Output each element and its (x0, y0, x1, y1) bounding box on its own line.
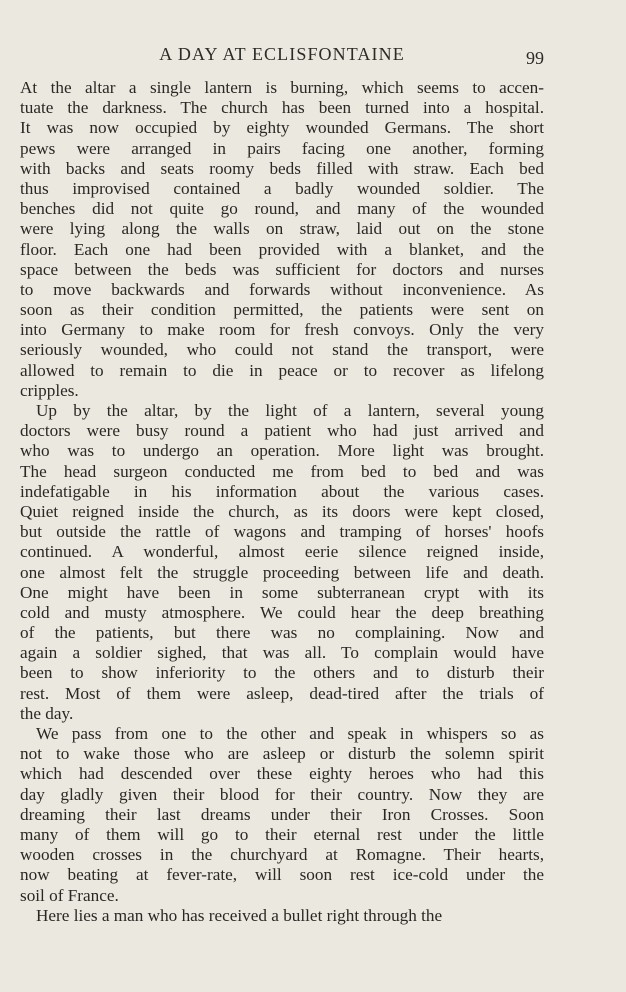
text-line: which had descended over these eighty heroes who had this (20, 764, 544, 784)
text-line: benches did not quite go round, and many of the wounded (20, 199, 544, 219)
text-line: indefatigable in his information about the various cases. (20, 481, 544, 501)
text-line: One might have been in some subterranean crypt with its (20, 582, 544, 602)
text-line: again a soldier sighed, that was all. To complain would have (20, 643, 544, 663)
text-line: day gladly given their blood for their country. Now they are (20, 784, 544, 804)
text-line: Here lies a man who has received a bullet right through the (36, 905, 443, 925)
text-line: into Germany to make room for fresh convoys. Only the very (20, 320, 544, 340)
paragraph (20, 78, 544, 401)
text-line: soon as their condition permitted, the patients were sent on (20, 300, 544, 320)
text-line: the day. (20, 703, 74, 723)
text-line: At the altar a single lantern is burning, which seems to accen- (20, 78, 544, 97)
text-line: of the patients, but there was no complaining. Now and (20, 623, 544, 643)
text-line: were lying along the walls on straw, laid out on the stone (20, 219, 544, 239)
text-line: cold and musty atmosphere. We could hear the deep breathing (20, 602, 544, 622)
paragraph (20, 724, 544, 906)
text-line: but outside the rattle of wagons and tramping of horses' hoofs (20, 522, 544, 542)
paragraph (20, 906, 544, 926)
text-line: thus improvised contained a badly wounded soldier. The (20, 178, 544, 198)
text-line: doctors were busy round a patient who had just arrived and (20, 421, 544, 441)
running-head (20, 44, 544, 70)
text-line: with backs and seats roomy beds filled with straw. Each bed (20, 158, 544, 178)
text-line: continued. A wonderful, almost eerie silence reigned inside, (20, 542, 544, 562)
paragraph (20, 401, 544, 724)
text-line: cripples. (20, 380, 79, 400)
text-line: who was to undergo an operation. More light was brought. (20, 441, 544, 461)
body-text (20, 78, 544, 926)
chapter-title: A DAY AT ECLISFONTAINE (159, 44, 405, 64)
text-line: allowed to remain to die in peace or to recover as lifelong (20, 360, 544, 380)
text-line: not to wake those who are asleep or disturb the solemn spirit (20, 744, 544, 764)
text-line: floor. Each one had been provided with a blanket, and the (20, 239, 544, 259)
text-line: tuate the darkness. The church has been turned into a hospital. (20, 98, 544, 118)
text-line: Up by the altar, by the light of a lantern, several young (36, 401, 544, 420)
text-line: seriously wounded, who could not stand the transport, were (20, 340, 544, 360)
page-number: 99 (526, 48, 544, 68)
text-line: We pass from one to the other and speak in whispers so as (36, 724, 544, 743)
text-line: to move backwards and forwards without inconvenience. As (20, 279, 544, 299)
text-line: rest. Most of them were asleep, dead-tired after the trials of (20, 683, 544, 703)
text-line: It was now occupied by eighty wounded Germans. The short (20, 118, 544, 138)
text-line: wooden crosses in the churchyard at Romagne. Their hearts, (20, 845, 544, 865)
text-line: now beating at fever-rate, will soon rest ice-cold under the (20, 865, 544, 885)
text-line: dreaming their last dreams under their Iron Crosses. Soon (20, 804, 544, 824)
text-line: one almost felt the struggle proceeding between life and death. (20, 562, 544, 582)
text-line: The head surgeon conducted me from bed to bed and was (20, 461, 544, 481)
text-line: pews were arranged in pairs facing one another, forming (20, 138, 544, 158)
text-line: soil of France. (20, 885, 119, 905)
text-line: Quiet reigned inside the church, as its doors were kept closed, (20, 501, 544, 521)
text-line: many of them will go to their eternal rest under the little (20, 824, 544, 844)
text-line: space between the beds was sufficient for doctors and nurses (20, 259, 544, 279)
text-line: been to show inferiority to the others and to disturb their (20, 663, 544, 683)
